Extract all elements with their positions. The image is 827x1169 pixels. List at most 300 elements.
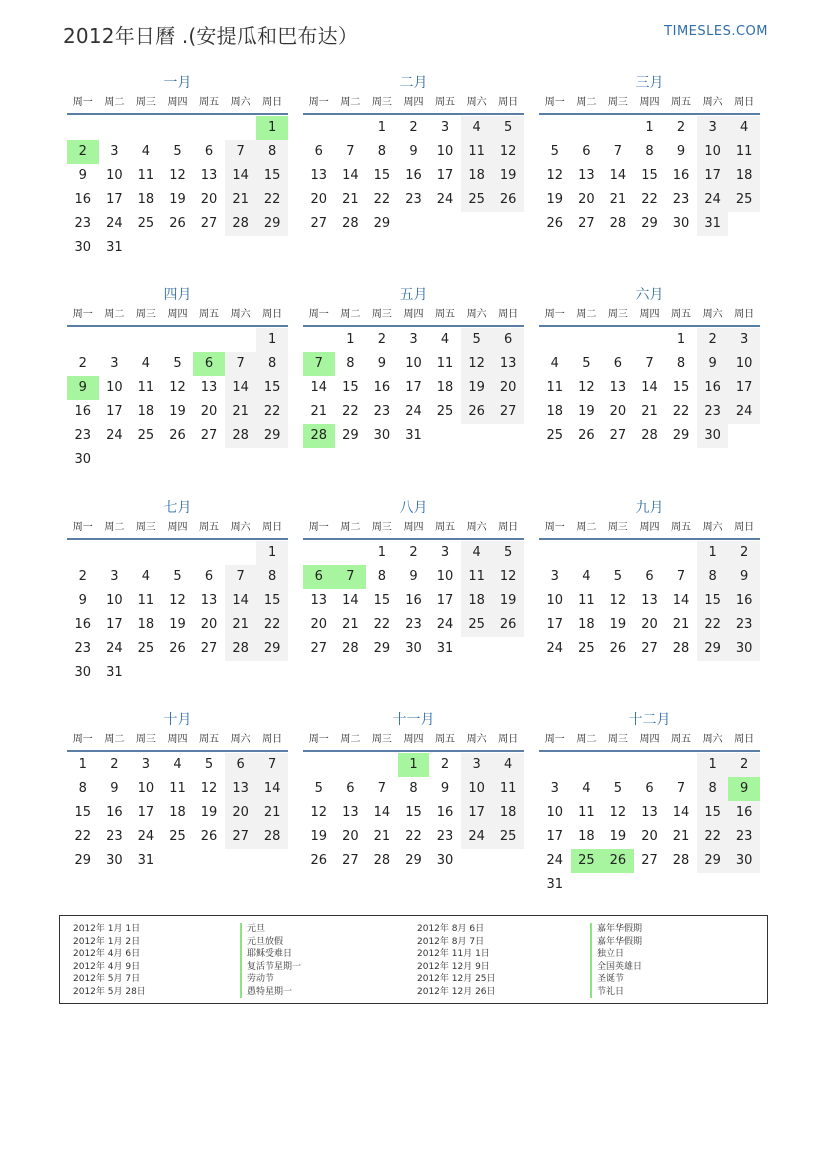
day-cell[interactable]: 17 <box>546 617 564 632</box>
day-cell[interactable]: 6 <box>225 753 257 777</box>
day-cell[interactable]: 24 <box>728 400 760 424</box>
day-cell[interactable]: 24 <box>546 641 564 656</box>
holiday-day-cell[interactable]: 1 <box>256 116 288 140</box>
day-cell[interactable]: 13 <box>310 168 328 183</box>
day-cell[interactable]: 1 <box>676 332 686 347</box>
day-cell[interactable]: 26 <box>310 853 328 868</box>
day-cell[interactable]: 19 <box>200 805 218 820</box>
day-cell[interactable]: 28 <box>256 825 288 849</box>
day-cell[interactable]: 11 <box>578 593 595 608</box>
day-cell[interactable]: 10 <box>697 140 729 164</box>
day-cell[interactable]: 10 <box>436 144 454 159</box>
day-cell[interactable]: 19 <box>169 617 186 632</box>
day-cell[interactable]: 5 <box>492 541 524 565</box>
day-cell[interactable]: 18 <box>461 164 493 188</box>
day-cell[interactable]: 29 <box>641 216 658 231</box>
day-cell[interactable]: 18 <box>461 589 493 613</box>
day-cell[interactable]: 21 <box>310 404 328 419</box>
day-cell[interactable]: 1 <box>256 328 288 352</box>
day-cell[interactable]: 25 <box>578 641 595 656</box>
day-cell[interactable]: 3 <box>697 116 729 140</box>
day-cell[interactable]: 5 <box>613 569 623 584</box>
day-cell[interactable]: 9 <box>110 781 119 796</box>
day-cell[interactable]: 20 <box>578 192 595 207</box>
day-cell[interactable]: 18 <box>578 829 595 844</box>
day-cell[interactable]: 4 <box>461 116 493 140</box>
day-cell[interactable]: 20 <box>310 192 328 207</box>
day-cell[interactable]: 29 <box>697 849 729 873</box>
day-cell[interactable]: 8 <box>256 565 288 589</box>
day-cell[interactable]: 5 <box>492 116 524 140</box>
day-cell[interactable]: 30 <box>74 452 92 467</box>
day-cell[interactable]: 4 <box>141 569 151 584</box>
day-cell[interactable]: 16 <box>405 593 422 608</box>
day-cell[interactable]: 23 <box>436 829 454 844</box>
day-cell[interactable]: 4 <box>550 356 559 371</box>
day-cell[interactable]: 19 <box>461 376 493 400</box>
day-cell[interactable]: 5 <box>613 781 623 796</box>
day-cell[interactable]: 23 <box>697 400 729 424</box>
day-cell[interactable]: 6 <box>492 328 524 352</box>
day-cell[interactable]: 27 <box>492 400 524 424</box>
day-cell[interactable]: 21 <box>641 404 658 419</box>
day-cell[interactable]: 27 <box>342 853 359 868</box>
day-cell[interactable]: 29 <box>342 428 359 443</box>
day-cell[interactable]: 16 <box>436 805 454 820</box>
day-cell[interactable]: 26 <box>492 188 524 212</box>
day-cell[interactable]: 22 <box>256 613 288 637</box>
day-cell[interactable]: 9 <box>440 781 450 796</box>
day-cell[interactable]: 30 <box>74 665 92 680</box>
day-cell[interactable]: 4 <box>728 116 760 140</box>
day-cell[interactable]: 24 <box>106 428 123 443</box>
day-cell[interactable]: 24 <box>405 404 422 419</box>
day-cell[interactable]: 17 <box>106 192 123 207</box>
day-cell[interactable]: 21 <box>256 801 288 825</box>
day-cell[interactable]: 22 <box>373 192 391 207</box>
day-cell[interactable]: 22 <box>405 829 422 844</box>
day-cell[interactable]: 6 <box>613 356 623 371</box>
day-cell[interactable]: 14 <box>225 164 257 188</box>
day-cell[interactable]: 8 <box>676 356 686 371</box>
day-cell[interactable]: 26 <box>492 613 524 637</box>
day-cell[interactable]: 11 <box>546 380 564 395</box>
day-cell[interactable]: 22 <box>641 192 658 207</box>
day-cell[interactable]: 20 <box>225 801 257 825</box>
day-cell[interactable]: 14 <box>373 805 391 820</box>
day-cell[interactable]: 23 <box>74 216 92 231</box>
day-cell[interactable]: 23 <box>106 829 123 844</box>
day-cell[interactable]: 20 <box>641 829 658 844</box>
day-cell[interactable]: 27 <box>200 428 218 443</box>
holiday-day-cell[interactable]: 7 <box>303 352 335 376</box>
day-cell[interactable]: 22 <box>256 400 288 424</box>
day-cell[interactable]: 3 <box>461 753 493 777</box>
day-cell[interactable]: 24 <box>546 853 564 868</box>
holiday-day-cell[interactable]: 28 <box>303 424 335 448</box>
day-cell[interactable]: 15 <box>373 168 391 183</box>
day-cell[interactable]: 16 <box>106 805 123 820</box>
day-cell[interactable]: 21 <box>225 400 257 424</box>
day-cell[interactable]: 31 <box>106 240 123 255</box>
day-cell[interactable]: 23 <box>74 641 92 656</box>
day-cell[interactable]: 14 <box>225 589 257 613</box>
day-cell[interactable]: 14 <box>342 168 359 183</box>
day-cell[interactable]: 5 <box>550 144 559 159</box>
day-cell[interactable]: 17 <box>436 593 454 608</box>
day-cell[interactable]: 18 <box>492 801 524 825</box>
day-cell[interactable]: 20 <box>310 617 328 632</box>
day-cell[interactable]: 22 <box>373 617 391 632</box>
day-cell[interactable]: 14 <box>225 376 257 400</box>
day-cell[interactable]: 30 <box>436 853 454 868</box>
day-cell[interactable]: 2 <box>728 753 760 777</box>
day-cell[interactable]: 8 <box>409 781 418 796</box>
day-cell[interactable]: 3 <box>141 757 151 772</box>
holiday-day-cell[interactable]: 7 <box>335 565 367 589</box>
day-cell[interactable]: 7 <box>256 753 288 777</box>
day-cell[interactable]: 25 <box>137 216 155 231</box>
day-cell[interactable]: 12 <box>492 565 524 589</box>
day-cell[interactable]: 9 <box>78 168 87 183</box>
day-cell[interactable]: 2 <box>728 541 760 565</box>
day-cell[interactable]: 16 <box>728 589 760 613</box>
day-cell[interactable]: 25 <box>461 613 493 637</box>
day-cell[interactable]: 24 <box>106 641 123 656</box>
day-cell[interactable]: 8 <box>256 140 288 164</box>
day-cell[interactable]: 11 <box>461 565 493 589</box>
day-cell[interactable]: 18 <box>137 192 155 207</box>
day-cell[interactable]: 14 <box>609 168 627 183</box>
day-cell[interactable]: 25 <box>461 188 493 212</box>
day-cell[interactable]: 26 <box>546 216 564 231</box>
day-cell[interactable]: 30 <box>405 641 422 656</box>
day-cell[interactable]: 3 <box>440 545 450 560</box>
day-cell[interactable]: 11 <box>137 380 155 395</box>
day-cell[interactable]: 27 <box>641 853 658 868</box>
day-cell[interactable]: 8 <box>645 144 654 159</box>
day-cell[interactable]: 28 <box>672 641 690 656</box>
day-cell[interactable]: 27 <box>200 216 218 231</box>
day-cell[interactable]: 17 <box>405 380 422 395</box>
day-cell[interactable]: 16 <box>405 168 422 183</box>
day-cell[interactable]: 22 <box>256 188 288 212</box>
day-cell[interactable]: 20 <box>641 617 658 632</box>
day-cell[interactable]: 27 <box>609 428 627 443</box>
day-cell[interactable]: 29 <box>405 853 422 868</box>
day-cell[interactable]: 17 <box>461 801 493 825</box>
day-cell[interactable]: 3 <box>110 356 119 371</box>
day-cell[interactable]: 6 <box>582 144 591 159</box>
day-cell[interactable]: 7 <box>225 140 257 164</box>
day-cell[interactable]: 4 <box>461 541 493 565</box>
day-cell[interactable]: 7 <box>225 565 257 589</box>
day-cell[interactable]: 5 <box>173 356 182 371</box>
day-cell[interactable]: 11 <box>578 805 595 820</box>
day-cell[interactable]: 25 <box>728 188 760 212</box>
day-cell[interactable]: 11 <box>436 356 454 371</box>
day-cell[interactable]: 11 <box>137 168 155 183</box>
day-cell[interactable]: 10 <box>728 352 760 376</box>
day-cell[interactable]: 31 <box>436 641 454 656</box>
day-cell[interactable]: 6 <box>346 781 355 796</box>
day-cell[interactable]: 29 <box>74 853 92 868</box>
day-cell[interactable]: 11 <box>169 781 186 796</box>
day-cell[interactable]: 12 <box>310 805 328 820</box>
day-cell[interactable]: 8 <box>377 569 387 584</box>
holiday-day-cell[interactable]: 6 <box>303 565 335 589</box>
day-cell[interactable]: 24 <box>461 825 493 849</box>
day-cell[interactable]: 29 <box>373 641 391 656</box>
day-cell[interactable]: 1 <box>377 545 387 560</box>
day-cell[interactable]: 2 <box>377 332 387 347</box>
day-cell[interactable]: 15 <box>342 380 359 395</box>
holiday-day-cell[interactable]: 9 <box>728 777 760 801</box>
holiday-day-cell[interactable]: 6 <box>193 352 225 376</box>
day-cell[interactable]: 4 <box>440 332 450 347</box>
day-cell[interactable]: 22 <box>697 613 729 637</box>
day-cell[interactable]: 17 <box>546 829 564 844</box>
day-cell[interactable]: 10 <box>546 593 564 608</box>
day-cell[interactable]: 19 <box>578 404 595 419</box>
day-cell[interactable]: 13 <box>492 352 524 376</box>
day-cell[interactable]: 18 <box>578 617 595 632</box>
day-cell[interactable]: 22 <box>697 825 729 849</box>
day-cell[interactable]: 21 <box>225 188 257 212</box>
day-cell[interactable]: 23 <box>405 192 422 207</box>
day-cell[interactable]: 20 <box>342 829 359 844</box>
day-cell[interactable]: 30 <box>728 849 760 873</box>
day-cell[interactable]: 14 <box>310 380 328 395</box>
day-cell[interactable]: 28 <box>373 853 391 868</box>
day-cell[interactable]: 29 <box>256 637 288 661</box>
day-cell[interactable]: 26 <box>609 641 627 656</box>
holiday-day-cell[interactable]: 9 <box>67 376 99 400</box>
day-cell[interactable]: 30 <box>106 853 123 868</box>
day-cell[interactable]: 21 <box>672 617 690 632</box>
day-cell[interactable]: 4 <box>173 757 182 772</box>
day-cell[interactable]: 13 <box>200 168 218 183</box>
day-cell[interactable]: 9 <box>728 565 760 589</box>
day-cell[interactable]: 12 <box>546 168 564 183</box>
day-cell[interactable]: 15 <box>256 589 288 613</box>
day-cell[interactable]: 20 <box>492 376 524 400</box>
day-cell[interactable]: 29 <box>697 637 729 661</box>
day-cell[interactable]: 7 <box>676 781 686 796</box>
day-cell[interactable]: 18 <box>137 617 155 632</box>
day-cell[interactable]: 10 <box>405 356 422 371</box>
day-cell[interactable]: 5 <box>204 757 214 772</box>
day-cell[interactable]: 1 <box>256 541 288 565</box>
day-cell[interactable]: 2 <box>676 120 686 135</box>
day-cell[interactable]: 3 <box>110 144 119 159</box>
day-cell[interactable]: 8 <box>697 565 729 589</box>
day-cell[interactable]: 29 <box>373 216 391 231</box>
day-cell[interactable]: 29 <box>256 212 288 236</box>
day-cell[interactable]: 14 <box>256 777 288 801</box>
day-cell[interactable]: 19 <box>492 589 524 613</box>
day-cell[interactable]: 16 <box>697 376 729 400</box>
day-cell[interactable]: 12 <box>169 380 186 395</box>
day-cell[interactable]: 12 <box>169 593 186 608</box>
day-cell[interactable]: 15 <box>641 168 658 183</box>
day-cell[interactable]: 28 <box>225 424 257 448</box>
day-cell[interactable]: 18 <box>137 404 155 419</box>
day-cell[interactable]: 3 <box>110 569 119 584</box>
day-cell[interactable]: 19 <box>609 829 627 844</box>
day-cell[interactable]: 14 <box>672 593 690 608</box>
day-cell[interactable]: 11 <box>137 593 155 608</box>
day-cell[interactable]: 30 <box>728 637 760 661</box>
day-cell[interactable]: 23 <box>405 617 422 632</box>
day-cell[interactable]: 5 <box>461 328 493 352</box>
day-cell[interactable]: 10 <box>137 781 155 796</box>
day-cell[interactable]: 6 <box>204 144 214 159</box>
day-cell[interactable]: 3 <box>440 120 450 135</box>
day-cell[interactable]: 13 <box>609 380 627 395</box>
day-cell[interactable]: 2 <box>78 356 87 371</box>
day-cell[interactable]: 13 <box>641 805 658 820</box>
day-cell[interactable]: 13 <box>225 777 257 801</box>
day-cell[interactable]: 12 <box>578 380 595 395</box>
day-cell[interactable]: 17 <box>106 404 123 419</box>
day-cell[interactable]: 14 <box>672 805 690 820</box>
day-cell[interactable]: 25 <box>492 825 524 849</box>
day-cell[interactable]: 28 <box>342 641 359 656</box>
day-cell[interactable]: 16 <box>74 404 92 419</box>
day-cell[interactable]: 12 <box>169 168 186 183</box>
day-cell[interactable]: 28 <box>609 216 627 231</box>
day-cell[interactable]: 24 <box>436 192 454 207</box>
day-cell[interactable]: 3 <box>409 332 418 347</box>
day-cell[interactable]: 15 <box>697 801 729 825</box>
day-cell[interactable]: 27 <box>641 641 658 656</box>
day-cell[interactable]: 19 <box>609 617 627 632</box>
day-cell[interactable]: 19 <box>169 192 186 207</box>
day-cell[interactable]: 22 <box>672 404 690 419</box>
day-cell[interactable]: 27 <box>310 216 328 231</box>
day-cell[interactable]: 13 <box>641 593 658 608</box>
day-cell[interactable]: 22 <box>74 829 92 844</box>
day-cell[interactable]: 18 <box>728 164 760 188</box>
day-cell[interactable]: 20 <box>200 617 218 632</box>
day-cell[interactable]: 4 <box>141 356 151 371</box>
day-cell[interactable]: 28 <box>225 637 257 661</box>
site-logo[interactable]: TIMESLES.COM <box>664 24 768 39</box>
day-cell[interactable]: 23 <box>74 428 92 443</box>
day-cell[interactable]: 21 <box>342 617 359 632</box>
day-cell[interactable]: 18 <box>436 380 454 395</box>
day-cell[interactable]: 16 <box>728 801 760 825</box>
day-cell[interactable]: 25 <box>137 428 155 443</box>
day-cell[interactable]: 12 <box>609 593 627 608</box>
day-cell[interactable]: 22 <box>342 404 359 419</box>
day-cell[interactable]: 17 <box>697 164 729 188</box>
day-cell[interactable]: 24 <box>436 617 454 632</box>
day-cell[interactable]: 26 <box>200 829 218 844</box>
day-cell[interactable]: 9 <box>409 144 418 159</box>
day-cell[interactable]: 17 <box>106 617 123 632</box>
day-cell[interactable]: 20 <box>200 404 218 419</box>
day-cell[interactable]: 1 <box>697 753 729 777</box>
day-cell[interactable]: 13 <box>200 593 218 608</box>
day-cell[interactable]: 21 <box>342 192 359 207</box>
day-cell[interactable]: 15 <box>405 805 422 820</box>
day-cell[interactable]: 2 <box>78 569 87 584</box>
day-cell[interactable]: 26 <box>461 400 493 424</box>
day-cell[interactable]: 9 <box>409 569 418 584</box>
day-cell[interactable]: 27 <box>200 641 218 656</box>
day-cell[interactable]: 24 <box>697 188 729 212</box>
day-cell[interactable]: 8 <box>697 777 729 801</box>
day-cell[interactable]: 21 <box>225 613 257 637</box>
day-cell[interactable]: 29 <box>672 428 690 443</box>
day-cell[interactable]: 30 <box>697 424 729 448</box>
day-cell[interactable]: 31 <box>546 877 564 892</box>
day-cell[interactable]: 7 <box>676 569 686 584</box>
day-cell[interactable]: 20 <box>200 192 218 207</box>
day-cell[interactable]: 2 <box>697 328 729 352</box>
day-cell[interactable]: 25 <box>436 404 454 419</box>
day-cell[interactable]: 11 <box>492 777 524 801</box>
day-cell[interactable]: 31 <box>106 665 123 680</box>
holiday-day-cell[interactable]: 1 <box>398 753 430 777</box>
day-cell[interactable]: 19 <box>169 404 186 419</box>
day-cell[interactable]: 9 <box>78 593 87 608</box>
day-cell[interactable]: 20 <box>609 404 627 419</box>
day-cell[interactable]: 3 <box>550 781 559 796</box>
day-cell[interactable]: 5 <box>173 144 182 159</box>
day-cell[interactable]: 6 <box>645 569 654 584</box>
day-cell[interactable]: 18 <box>169 805 186 820</box>
day-cell[interactable]: 6 <box>314 144 323 159</box>
day-cell[interactable]: 17 <box>728 376 760 400</box>
day-cell[interactable]: 30 <box>672 216 690 231</box>
day-cell[interactable]: 24 <box>106 216 123 231</box>
day-cell[interactable]: 7 <box>645 356 654 371</box>
day-cell[interactable]: 4 <box>492 753 524 777</box>
day-cell[interactable]: 12 <box>461 352 493 376</box>
day-cell[interactable]: 1 <box>78 757 87 772</box>
day-cell[interactable]: 28 <box>641 428 658 443</box>
day-cell[interactable]: 15 <box>256 164 288 188</box>
day-cell[interactable]: 8 <box>346 356 355 371</box>
day-cell[interactable]: 12 <box>200 781 218 796</box>
day-cell[interactable]: 25 <box>169 829 186 844</box>
day-cell[interactable]: 23 <box>728 825 760 849</box>
day-cell[interactable]: 9 <box>676 144 686 159</box>
day-cell[interactable]: 7 <box>346 144 355 159</box>
day-cell[interactable]: 3 <box>728 328 760 352</box>
day-cell[interactable]: 15 <box>74 805 92 820</box>
day-cell[interactable]: 2 <box>440 757 450 772</box>
day-cell[interactable]: 24 <box>137 829 155 844</box>
day-cell[interactable]: 31 <box>137 853 155 868</box>
day-cell[interactable]: 10 <box>546 805 564 820</box>
day-cell[interactable]: 10 <box>436 569 454 584</box>
day-cell[interactable]: 8 <box>377 144 387 159</box>
day-cell[interactable]: 3 <box>550 569 559 584</box>
day-cell[interactable]: 10 <box>461 777 493 801</box>
day-cell[interactable]: 12 <box>609 805 627 820</box>
day-cell[interactable]: 5 <box>314 781 323 796</box>
day-cell[interactable]: 1 <box>346 332 355 347</box>
day-cell[interactable]: 28 <box>225 212 257 236</box>
day-cell[interactable]: 11 <box>461 140 493 164</box>
day-cell[interactable]: 23 <box>728 613 760 637</box>
day-cell[interactable]: 4 <box>582 781 591 796</box>
day-cell[interactable]: 26 <box>578 428 595 443</box>
